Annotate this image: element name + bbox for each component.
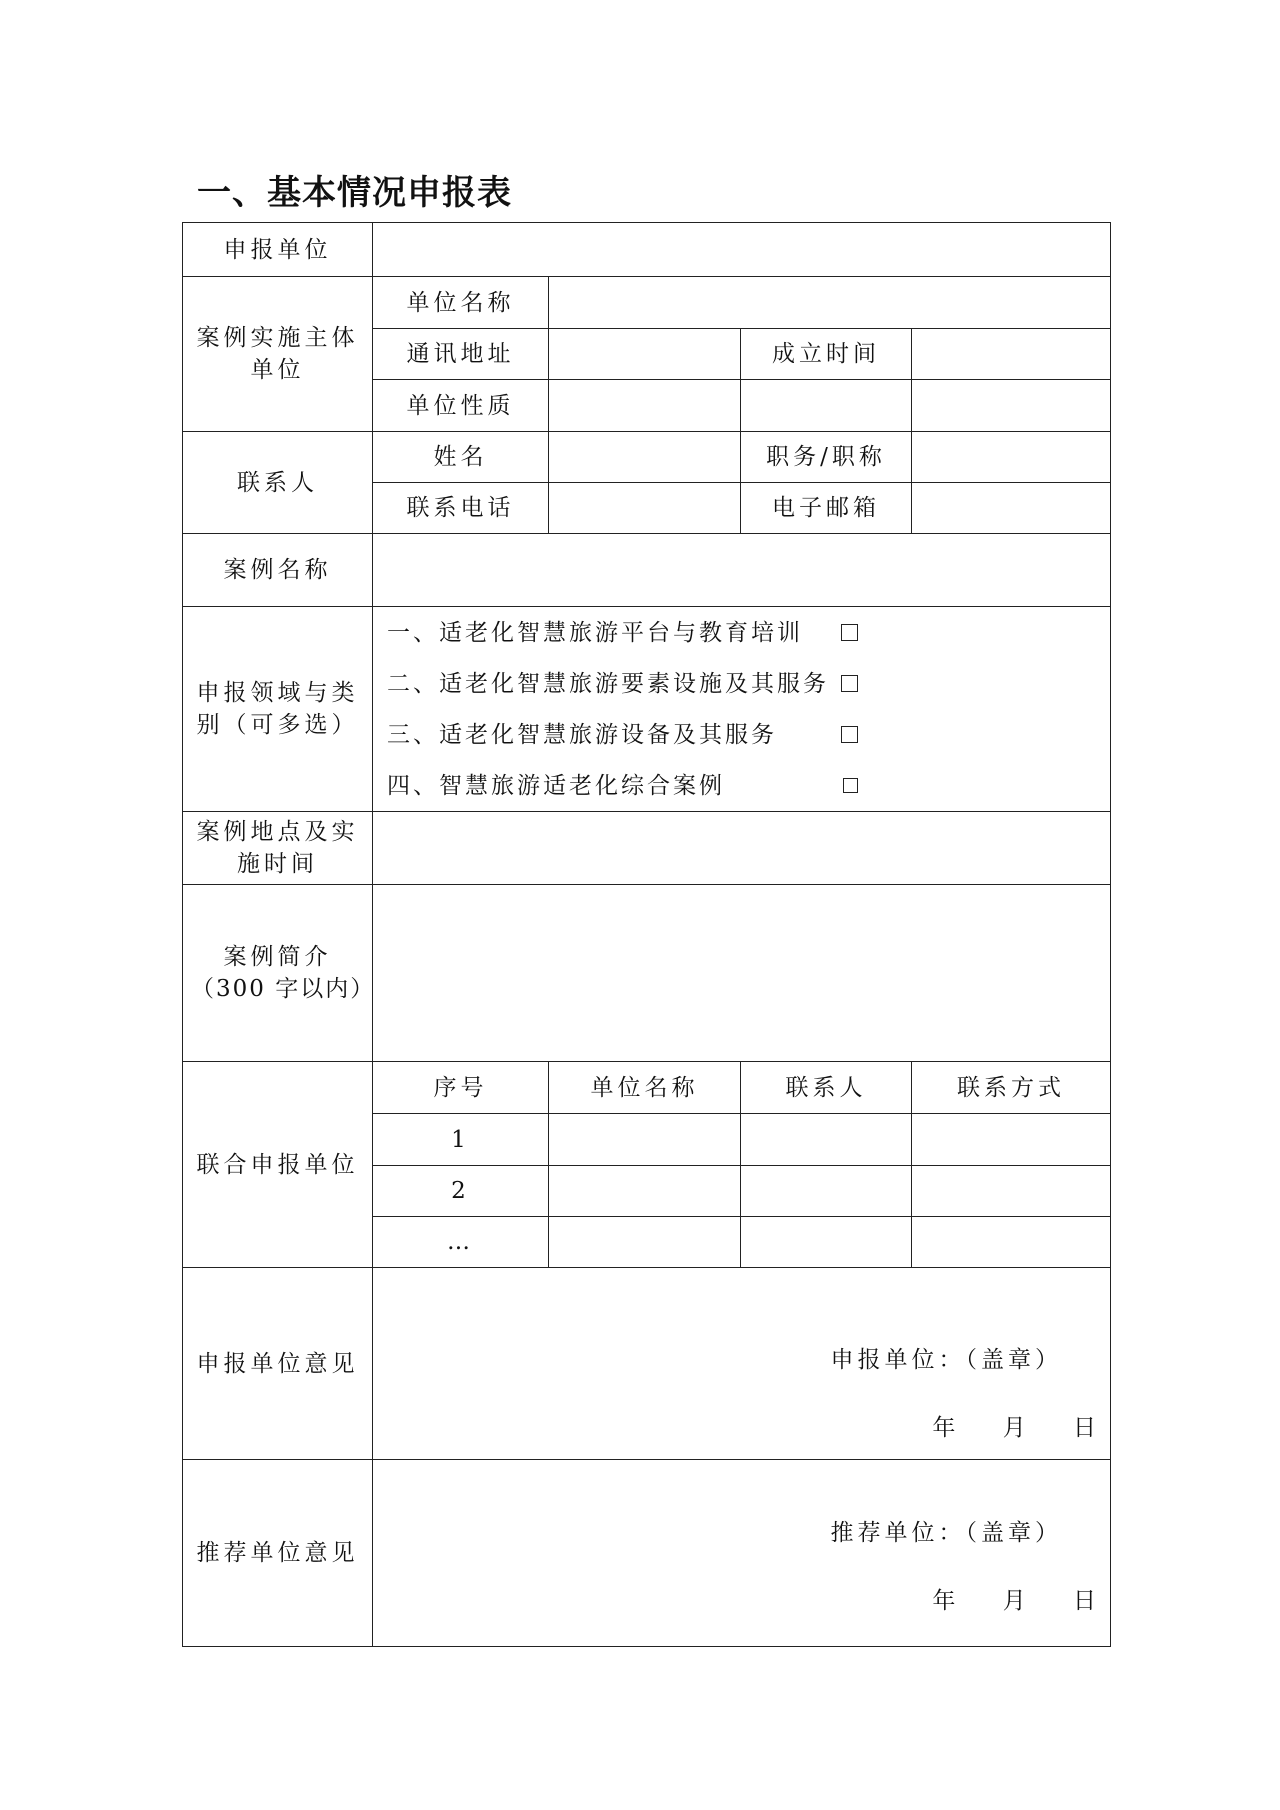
joint-contact-cell[interactable] bbox=[741, 1114, 912, 1166]
label-applicant-opinion: 申报单位意见 bbox=[183, 1268, 373, 1460]
joint-unit-cell[interactable] bbox=[549, 1217, 741, 1268]
summary-value-cell[interactable] bbox=[373, 885, 1111, 1062]
joint-row-index: … bbox=[373, 1217, 549, 1268]
address-value-cell[interactable] bbox=[549, 329, 741, 380]
label-joint: 联合申报单位 bbox=[183, 1062, 373, 1268]
recommender-stamp-text: 推荐单位：（盖章） bbox=[830, 1520, 1062, 1546]
name-value-cell[interactable] bbox=[549, 432, 741, 483]
unit-name-value-cell[interactable] bbox=[549, 277, 1111, 329]
category-option[interactable]: 三、适老化智慧旅游设备及其服务 bbox=[373, 709, 1110, 760]
applicant-value-cell[interactable] bbox=[373, 223, 1111, 277]
label-address: 通讯地址 bbox=[373, 329, 549, 380]
application-form-table bbox=[182, 222, 1111, 1647]
nature-value-cell[interactable] bbox=[549, 380, 741, 432]
joint-row-index: 2 bbox=[373, 1166, 549, 1217]
nature-extra-cell[interactable] bbox=[741, 380, 912, 432]
label-name: 姓名 bbox=[373, 432, 549, 483]
label-founded: 成立时间 bbox=[741, 329, 912, 380]
checkbox-icon[interactable] bbox=[841, 726, 858, 743]
category-option[interactable]: 四、智慧旅游适老化综合案例 bbox=[373, 760, 1110, 811]
label-applicant: 申报单位 bbox=[183, 223, 373, 277]
position-value-cell[interactable] bbox=[912, 432, 1111, 483]
label-category: 申报领域与类别（可多选） bbox=[183, 607, 373, 812]
applicant-opinion-cell[interactable] bbox=[373, 1268, 1111, 1460]
checkbox-icon[interactable] bbox=[841, 675, 858, 692]
joint-unit-cell[interactable] bbox=[549, 1166, 741, 1217]
nature-extra-cell-2[interactable] bbox=[912, 380, 1111, 432]
joint-contact-cell[interactable] bbox=[741, 1217, 912, 1268]
summary-label: 案例简介 bbox=[223, 944, 332, 970]
label-unit-name: 单位名称 bbox=[373, 277, 549, 329]
joint-method-cell[interactable] bbox=[912, 1114, 1111, 1166]
label-implementer: 案例实施主体单位 bbox=[183, 277, 373, 432]
joint-header-index: 序号 bbox=[373, 1062, 549, 1114]
category-option[interactable]: 一、适老化智慧旅游平台与教育培训 bbox=[373, 607, 1110, 658]
label-phone: 联系电话 bbox=[373, 483, 549, 534]
joint-contact-cell[interactable] bbox=[741, 1166, 912, 1217]
checkbox-icon[interactable] bbox=[843, 778, 858, 793]
label-email: 电子邮箱 bbox=[741, 483, 912, 534]
category-options bbox=[373, 607, 1111, 812]
label-nature: 单位性质 bbox=[373, 380, 549, 432]
page-title: 一、基本情况申报表 bbox=[197, 173, 512, 213]
recommender-opinion-cell[interactable] bbox=[373, 1460, 1111, 1647]
label-summary bbox=[183, 885, 376, 1062]
joint-method-cell[interactable] bbox=[912, 1166, 1111, 1217]
case-name-value-cell[interactable] bbox=[373, 534, 1111, 607]
label-position: 职务/职称 bbox=[741, 432, 912, 483]
phone-value-cell[interactable] bbox=[549, 483, 741, 534]
email-value-cell[interactable] bbox=[912, 483, 1111, 534]
label-contact: 联系人 bbox=[183, 432, 373, 534]
summary-limit: （300 字以内） bbox=[191, 976, 376, 1002]
category-option[interactable]: 二、适老化智慧旅游要素设施及其服务 bbox=[373, 658, 1110, 709]
founded-value-cell[interactable] bbox=[912, 329, 1111, 380]
label-location-time: 案例地点及实施时间 bbox=[183, 812, 373, 885]
checkbox-icon[interactable] bbox=[841, 624, 858, 641]
label-recommender-opinion: 推荐单位意见 bbox=[183, 1460, 373, 1647]
joint-header-unit: 单位名称 bbox=[549, 1062, 741, 1114]
joint-header-contact: 联系人 bbox=[741, 1062, 912, 1114]
joint-row-index: 1 bbox=[373, 1114, 549, 1166]
joint-header-method: 联系方式 bbox=[912, 1062, 1111, 1114]
joint-unit-cell[interactable] bbox=[549, 1114, 741, 1166]
joint-method-cell[interactable] bbox=[912, 1217, 1111, 1268]
label-case-name: 案例名称 bbox=[183, 534, 373, 607]
recommender-date: 年 月 日 bbox=[932, 1588, 1096, 1614]
applicant-date: 年 月 日 bbox=[932, 1415, 1096, 1441]
location-time-value-cell[interactable] bbox=[373, 812, 1111, 885]
applicant-stamp-text: 申报单位：（盖章） bbox=[830, 1347, 1062, 1373]
